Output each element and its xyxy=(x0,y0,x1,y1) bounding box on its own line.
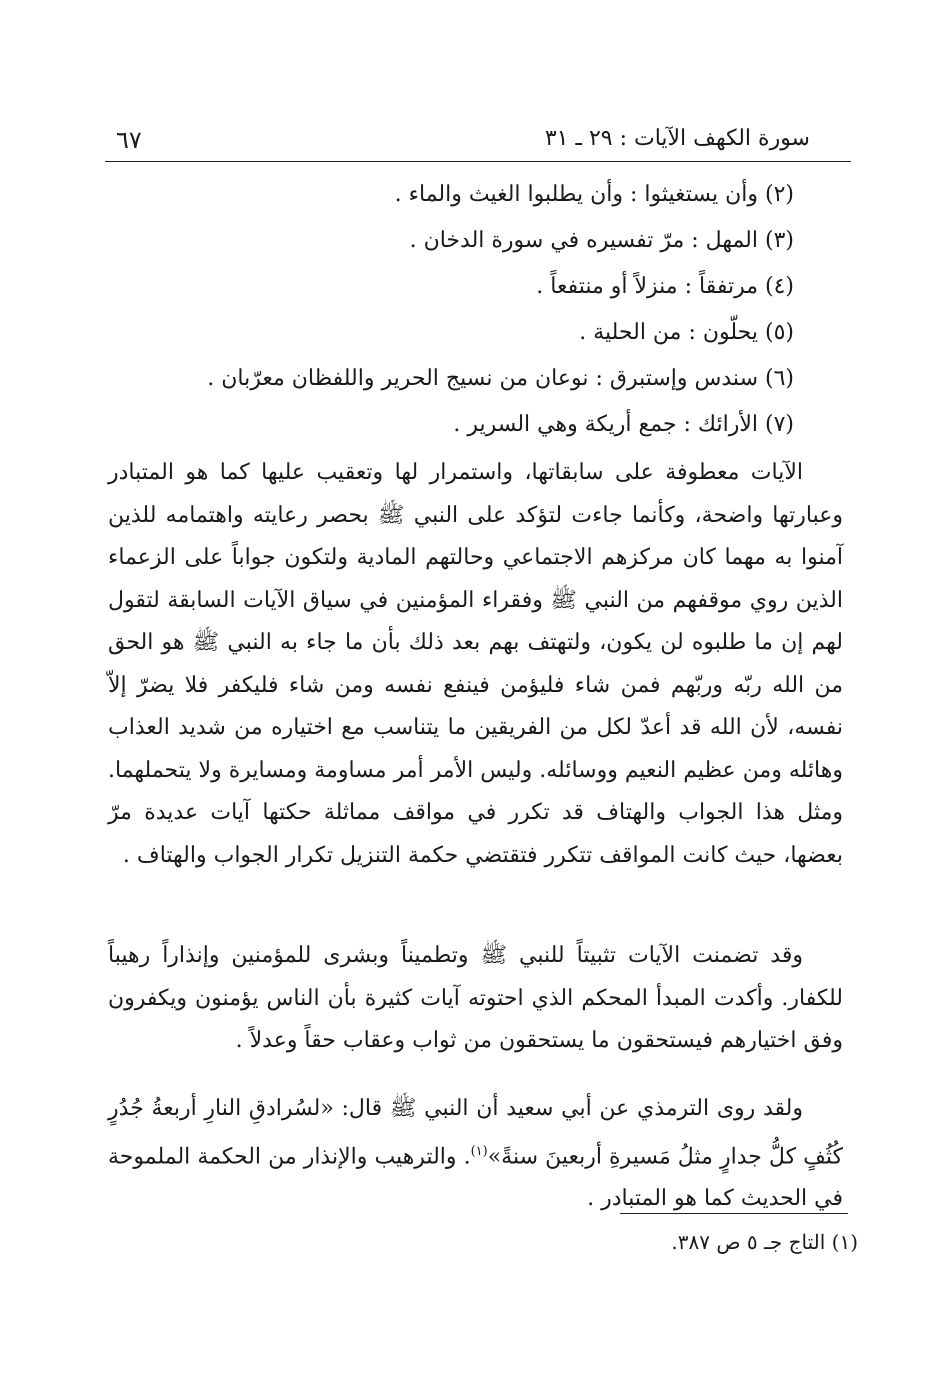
footnote-divider xyxy=(620,1213,848,1214)
note-item: (٢) وأن يستغيثوا : وأن يطلبوا الغيث والماء . xyxy=(394,182,794,207)
running-head xyxy=(108,120,850,160)
paragraph-text xyxy=(108,1088,843,1221)
running-title: سورة الكهف الآيات : ٢٩ ـ ٣١ xyxy=(544,126,810,151)
note-item: (٣) المهل : مرّ تفسيره في سورة الدخان . xyxy=(409,228,794,253)
note-item: (٤) مرتفقاً : منزلاً أو منتفعاً . xyxy=(536,274,794,299)
commentary-paragraph-2 xyxy=(108,935,843,1063)
note-item: (٧) الأرائك : جمع أريكة وهي السرير . xyxy=(453,412,794,437)
commentary-paragraph-1 xyxy=(108,452,843,877)
paragraph-text: وقد تضمنت الآيات تثبيتاً للنبي ﷺ وتطميناً وبشرى للمؤمنين وإنذاراً رهيباً للكفار. وأكدت المبدأ المحكم الذي احتوته آيات كثيرة بأن الناس يؤمنون ويكفرون وفق اختيارهم فيستحقون ما يستحقون من ثواب وعقاب حقاً وعدلاً . xyxy=(108,943,843,1053)
commentary-paragraph-3 xyxy=(108,1088,843,1221)
note-item: (٥) يحلّون : من الحلية . xyxy=(579,320,794,345)
footnote-reference: (١) xyxy=(470,1143,488,1159)
note-item: (٦) سندس وإستبرق : نوعان من نسيج الحرير واللفظان معرّبان . xyxy=(207,366,794,391)
page-number: ٦٧ xyxy=(116,126,142,154)
vocabulary-notes xyxy=(154,172,794,448)
paragraph-tail: . والترهيب والإنذار من الحكمة الملموحة في الحديث كما هو المتبادر . xyxy=(108,1143,843,1212)
header-divider xyxy=(105,161,851,162)
paragraph-text: الآيات معطوفة على سابقاتها، واستمرار لها وتعقيب عليها كما هو المتبادر وعبارتها واضحة، وكأنما جاءت لتؤكد على النبي ﷺ بحصر رعايته واهتمامه للذين آمنوا به مهما كان مركزهم الاجتماعي وحالتهم المادية ولتكون جواباً على الزعماء الذين روي موقفهم من النبي ﷺ وفقراء المؤمنين في سياق الآيات السابقة لتقول لهم إن ما طلبوه لن يكون، ولتهتف بهم بعد ذلك بأن ما جاء به النبي ﷺ هو الحق من الله ربّه وربّهم فمن شاء فليؤمن فينفع نفسه ومن شاء فليكفر فلا يضرّ إلاّ نفسه، لأن الله قد أعدّ لكل من الفريقين ما يتناسب مع اختياره من شديد العذاب وهائله ومن عظيم النعيم ووسائله. وليس الأمر أمر مساومة ومسايرة ولا يتحملهما. ومثل هذا الجواب والهتاف قد تكرر في مواقف مماثلة حكتها آيات عديدة مرّ بعضها، حيث كانت المواقف تتكرر فتقتضي حكمة التنزيل تكرار الجواب والهتاف . xyxy=(108,460,843,868)
hadith-text: ولقد روى الترمذي عن أبي سعيد أن النبي ﷺ قال: «لسُرادقِ النارِ أربعةُ جُدُرٍ كُثُفٍ كلُّ جدارٍ مثلُ مَسيرةِ أربعينَ سنةً» xyxy=(108,1096,843,1169)
footnote: (١) التاج جـ ٥ ص ٣٨٧. xyxy=(671,1230,858,1254)
